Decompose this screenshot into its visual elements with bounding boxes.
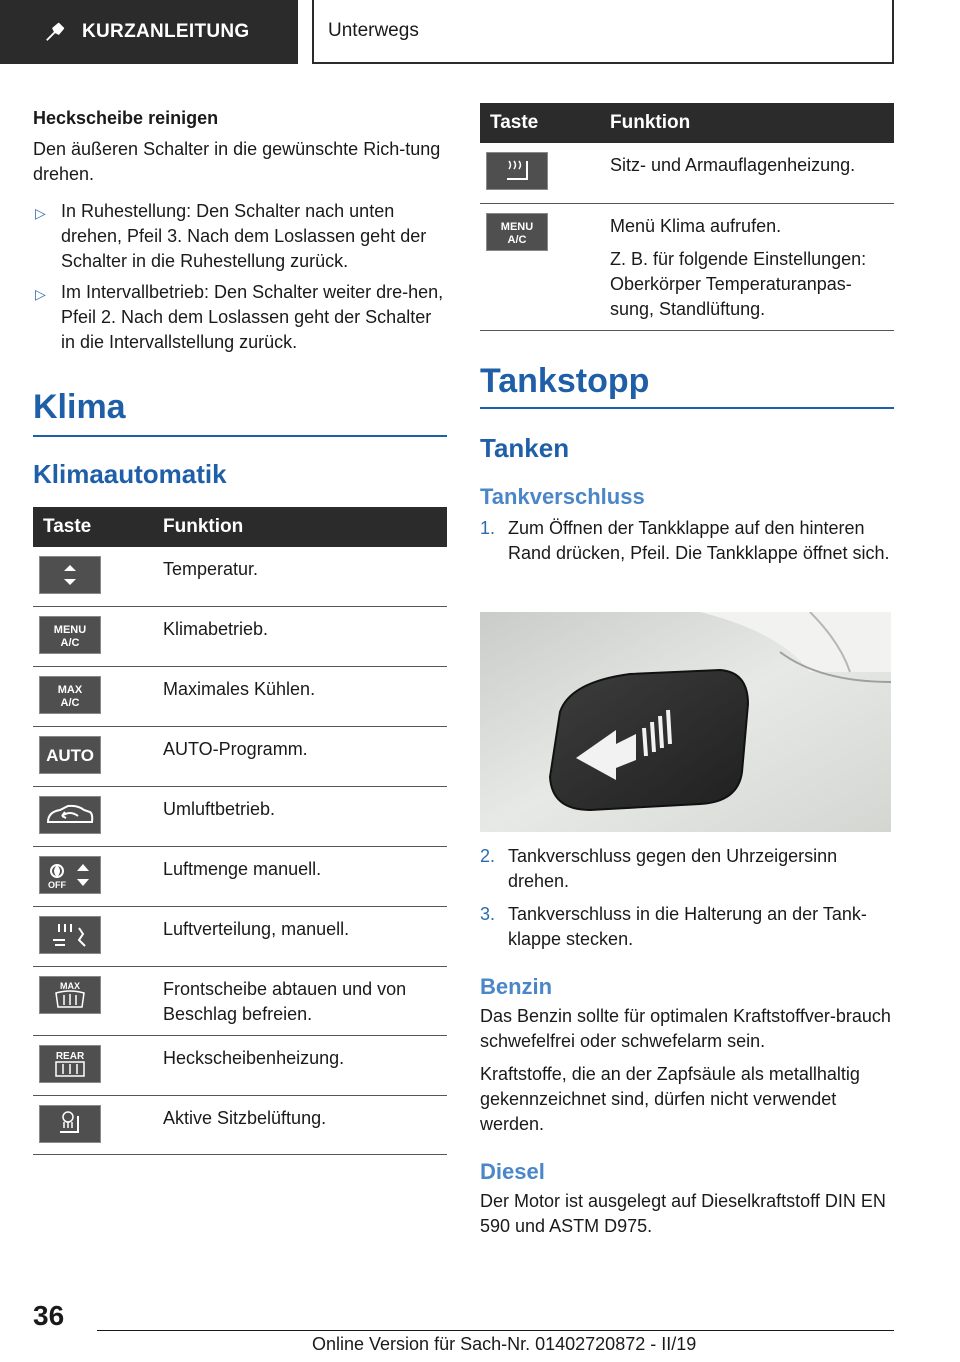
svg-text:OFF: OFF	[48, 879, 66, 890]
footer-rule	[97, 1330, 894, 1331]
page-number: 36	[33, 1300, 65, 1331]
column-header-function: Funktion	[157, 507, 447, 547]
row-function: Temperatur.	[157, 547, 447, 606]
table-row	[33, 906, 447, 966]
rear-defrost-icon[interactable]	[39, 1045, 101, 1083]
seat-ventilation-icon[interactable]	[39, 1105, 101, 1143]
table-row	[33, 786, 447, 846]
bullet-triangle-icon: ▷	[35, 286, 46, 302]
table-row	[33, 1035, 447, 1095]
svg-text:MAX: MAX	[57, 683, 83, 696]
seat-table	[480, 103, 894, 331]
svg-text:MENU: MENU	[53, 623, 87, 636]
table-row	[33, 666, 447, 726]
max-ac-icon[interactable]	[39, 676, 101, 714]
row-function: Frontscheibe abtauen und von Beschlag befreien.	[157, 966, 447, 1035]
bullet-triangle-icon: ▷	[35, 205, 46, 221]
table-row	[33, 966, 447, 1035]
fan-off-arrows-icon[interactable]	[39, 856, 101, 894]
step-item: 3. Tankverschluss in die Halterung an der Tank-klappe stecken.	[480, 904, 867, 949]
row-function: Umluftbetrieb.	[157, 786, 447, 846]
subheading-tankverschluss: Tankverschluss	[480, 484, 645, 509]
svg-text:AUTO: AUTO	[46, 745, 94, 765]
row-function: Luftmenge manuell.	[157, 846, 447, 906]
max-defrost-icon[interactable]	[39, 976, 101, 1014]
row-function: Aktive Sitzbelüftung.	[157, 1095, 447, 1154]
section-heading-tankstopp: Tankstopp	[480, 362, 650, 400]
bullet-item: ▷ Im Intervallbetrieb: Den Schalter weiter dre-hen, Pfeil 2. Nach dem Loslassen geht der Schalter in die Intervallstellung zurück.	[35, 282, 444, 352]
chapter-tab[interactable]	[312, 0, 894, 64]
column-header-key: Taste	[33, 507, 157, 547]
table-row	[33, 547, 447, 606]
menu-ac-icon[interactable]	[486, 213, 548, 251]
subheading-diesel: Diesel	[480, 1159, 545, 1184]
section-label: KURZANLEITUNG	[82, 21, 250, 42]
subheading-tanken: Tanken	[480, 433, 570, 463]
table-row	[480, 143, 894, 203]
column-header-key: Taste	[480, 103, 604, 143]
svg-text:MAX: MAX	[60, 980, 80, 991]
table-row	[480, 203, 894, 330]
seat-heating-icon[interactable]	[486, 152, 548, 190]
chapter-label: Unterwegs	[328, 20, 419, 41]
row-function: Menü Klima aufrufen.	[610, 215, 782, 236]
recirculation-icon[interactable]	[39, 796, 101, 834]
row-function: Klimabetrieb.	[157, 606, 447, 666]
fuel-flap-image	[480, 612, 891, 832]
diesel-paragraph: Der Motor ist ausgelegt auf Dieselkraftstoff DIN EN 590 und ASTM D975.	[480, 1191, 886, 1236]
table-row	[33, 606, 447, 666]
column-header-function: Funktion	[604, 103, 894, 143]
row-function: Luftverteilung, manuell.	[157, 906, 447, 966]
subheading-benzin: Benzin	[480, 974, 553, 999]
section-heading-klima: Klima	[33, 388, 126, 426]
footer-text: Online Version für Sach-Nr. 01402720872 - II/19	[312, 1334, 697, 1354]
rear-wiper-heading: Heckscheibe reinigen	[33, 108, 219, 128]
heading-rule	[480, 407, 894, 409]
svg-text:MENU: MENU	[500, 220, 534, 233]
svg-text:A/C: A/C	[60, 696, 80, 709]
svg-text:A/C: A/C	[507, 233, 527, 246]
rear-wiper-text: Den äußeren Schalter in die gewünschte Rich-tung drehen.	[33, 139, 441, 184]
auto-icon[interactable]	[39, 736, 101, 774]
step-item: 1. Zum Öffnen der Tankklappe auf den hinteren Rand drücken, Pfeil. Die Tankklappe öffnet sich.	[480, 518, 890, 563]
heading-rule	[33, 435, 447, 437]
subheading-klimaautomatik: Klimaautomatik	[33, 459, 227, 489]
row-function-detail: Z. B. für folgende Einstellungen: Oberkörper Temperaturanpas-sung, Standlüftung.	[610, 248, 867, 319]
table-row	[33, 726, 447, 786]
row-function: Sitz- und Armauflagenheizung.	[604, 143, 894, 203]
row-function: AUTO-Programm.	[157, 726, 447, 786]
table-row	[33, 846, 447, 906]
menu-ac-icon[interactable]	[39, 616, 101, 654]
temperature-arrows-icon[interactable]	[39, 556, 101, 594]
benzin-paragraph: Kraftstoffe, die an der Zapfsäule als metallhaltig gekennzeichnet sind, dürfen nicht verwendet werden.	[480, 1064, 860, 1134]
air-distribution-icon[interactable]	[39, 916, 101, 954]
svg-text:REAR: REAR	[55, 1050, 85, 1062]
row-function: Maximales Kühlen.	[157, 666, 447, 726]
bullet-item: ▷ In Ruhestellung: Den Schalter nach unten drehen, Pfeil 3. Nach dem Loslassen geht der Schalter in die Ruhestellung zurück.	[35, 201, 427, 271]
wrench-icon	[44, 21, 66, 43]
table-row	[33, 1095, 447, 1154]
row-function: Heckscheibenheizung.	[157, 1035, 447, 1095]
climate-table	[33, 507, 447, 1155]
svg-text:A/C: A/C	[60, 636, 80, 649]
section-tab[interactable]	[0, 0, 298, 64]
step-item: 2. Tankverschluss gegen den Uhrzeigersinn drehen.	[480, 846, 838, 891]
benzin-paragraph: Das Benzin sollte für optimalen Kraftstoffver-brauch schwefelfrei oder schwefelarm sein.	[480, 1006, 891, 1051]
